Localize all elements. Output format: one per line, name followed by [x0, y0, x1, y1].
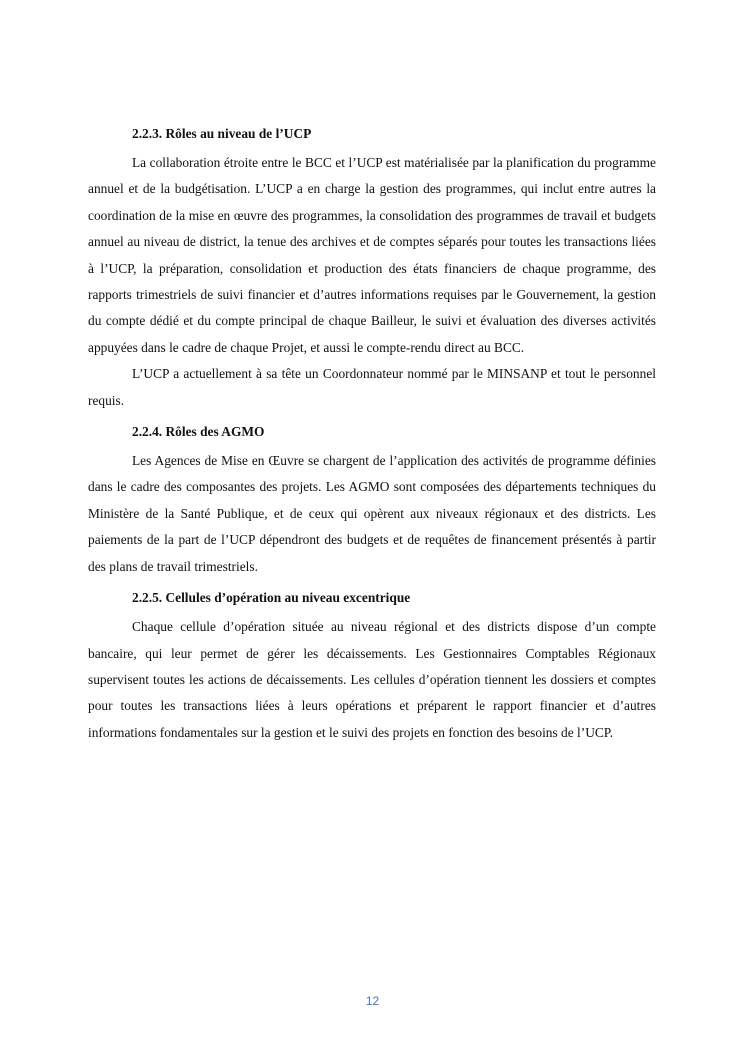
paragraph: La collaboration étroite entre le BCC et l’UCP est matérialisée par la planification du programme annuel et de la budgétisation. L’UCP a en charge la gestion des programmes, qui inclut entre autres la coordination de la mise en œuvre des programmes, la consolidation des programmes de travail et budgets annuel au niveau de district, la tenue des archives et de comptes séparés pour toutes les transactions liées à l’UCP, la préparation, consolidation et production des états financiers de chaque programme, des rapports trimestriels de suivi financier et d’autres informations requises par le Gouvernement, la gestion du compte dédié et du compte principal de chaque Bailleur, le suivi et évaluation des diverses activités appuyées dans le cadre de chaque Projet, et aussi le compte-rendu direct au BCC.	[88, 155, 656, 355]
section-heading: 2.2.3. Rôles au niveau de l’UCP	[132, 126, 312, 141]
section-heading: 2.2.5. Cellules d’opération au niveau excentrique	[132, 590, 411, 606]
section-roles-ucp	[88, 124, 656, 414]
section-heading: 2.2.4. Rôles des AGMO	[132, 424, 265, 440]
section-cellules-operation	[88, 588, 656, 746]
page-number: 12	[365, 994, 380, 1008]
section-roles-agmo	[88, 422, 656, 580]
paragraph: Les Agences de Mise en Œuvre se chargent de l’application des activités de programme définies dans le cadre des composantes des projets. Les AGMO sont composées des départements techniques du Ministère de la Santé Publique, et de ceux qui opèrent aux niveaux régionaux et des districts. Les paiements de la part de l’UCP dépendront des budgets et de requêtes de financement présentés à partir des plans de travail trimestriels.	[88, 453, 656, 574]
paragraph: L’UCP a actuellement à sa tête un Coordonnateur nommé par le MINSANP et tout le personnel requis.	[88, 366, 656, 408]
document-body	[88, 124, 656, 746]
paragraph: Chaque cellule d’opération située au niveau régional et des districts dispose d’un compte bancaire, qui leur permet de gérer les décaissements. Les Gestionnaires Comptables Régionaux supervisent toutes les actions de décaissements. Les cellules d’opération tiennent les dossiers et comptes pour toutes les transactions liées à leurs opérations et préparent le rapport financier et d’autres informations fondamentales sur la gestion et le suivi des projets en fonction des besoins de l’UCP.	[88, 619, 656, 740]
